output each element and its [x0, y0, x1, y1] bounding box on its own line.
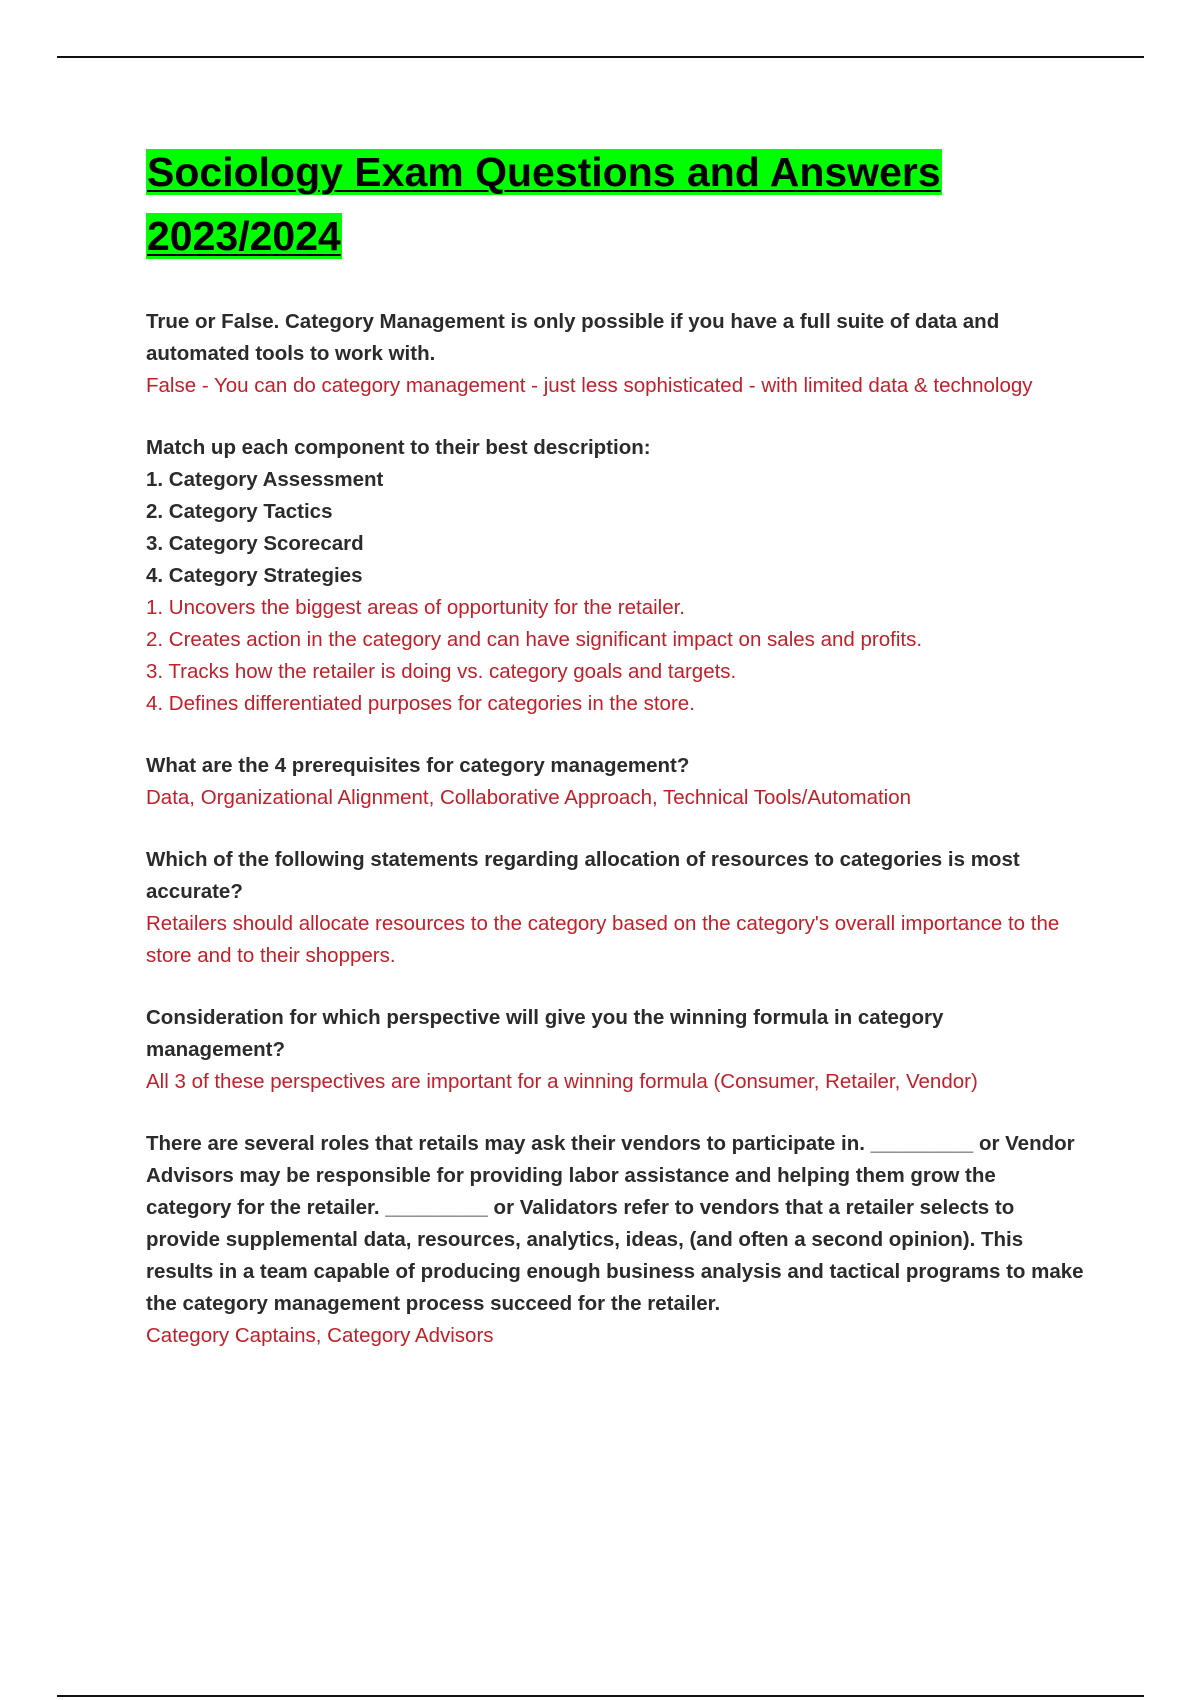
qa-item-3 — [146, 750, 1086, 814]
question-2-option-3: 3. Category Scorecard — [146, 532, 364, 555]
qa-item-4 — [146, 844, 1086, 972]
question-5: Consideration for which perspective will give you the winning formula in category management? — [146, 1006, 944, 1061]
question-2 — [146, 432, 1086, 592]
bottom-rule — [57, 1695, 1144, 1697]
question-6: There are several roles that retails may ask their vendors to participate in. _________ or Vendor Advisors may be responsible for providing labor assistance and helping them grow the category for the retailer. _________ or Validators refer to vendors that a retailer selects to provide supplemental data, resources, analytics, ideas, (and often a second opinion). This results in a team capable of producing enough business analysis and tactical programs to make the category management process succeed for the retailer. — [146, 1132, 1084, 1315]
title-line-2: 2023/2024 — [147, 213, 341, 259]
answer-1: False - You can do category management - just less sophisticated - with limited data & technology — [146, 374, 1033, 397]
answer-6: Category Captains, Category Advisors — [146, 1324, 494, 1347]
qa-item-6 — [146, 1128, 1086, 1352]
question-2-option-1: 1. Category Assessment — [146, 468, 384, 491]
question-2-prompt: Match up each component to their best description: — [146, 436, 651, 459]
answer-3: Data, Organizational Alignment, Collaborative Approach, Technical Tools/Automation — [146, 786, 912, 809]
answer-2-line-2: 2. Creates action in the category and can have significant impact on sales and profits. — [146, 628, 923, 651]
qa-item-5 — [146, 1002, 1086, 1098]
title-line-1: Sociology Exam Questions and Answers — [147, 149, 941, 195]
answer-2-line-1: 1. Uncovers the biggest areas of opportunity for the retailer. — [146, 596, 685, 619]
page-title — [146, 140, 1086, 268]
answer-5: All 3 of these perspectives are important for a winning formula (Consumer, Retailer, Vendor) — [146, 1070, 978, 1093]
top-rule — [57, 56, 1144, 58]
answer-2-line-4: 4. Defines differentiated purposes for categories in the store. — [146, 692, 695, 715]
question-3: What are the 4 prerequisites for category management? — [146, 754, 690, 777]
answer-2-line-3: 3. Tracks how the retailer is doing vs. category goals and targets. — [146, 660, 737, 683]
question-2-option-2: 2. Category Tactics — [146, 500, 333, 523]
question-2-option-4: 4. Category Strategies — [146, 564, 363, 587]
document-body — [146, 140, 1086, 1382]
question-1: True or False. Category Management is only possible if you have a full suite of data and automated tools to work with. — [146, 310, 1000, 365]
qa-item-1 — [146, 306, 1086, 402]
qa-item-2 — [146, 432, 1086, 720]
answer-4: Retailers should allocate resources to the category based on the category's overall importance to the store and to their shoppers. — [146, 912, 1060, 967]
answer-2 — [146, 592, 1086, 720]
question-4: Which of the following statements regarding allocation of resources to categories is most accurate? — [146, 848, 1020, 903]
